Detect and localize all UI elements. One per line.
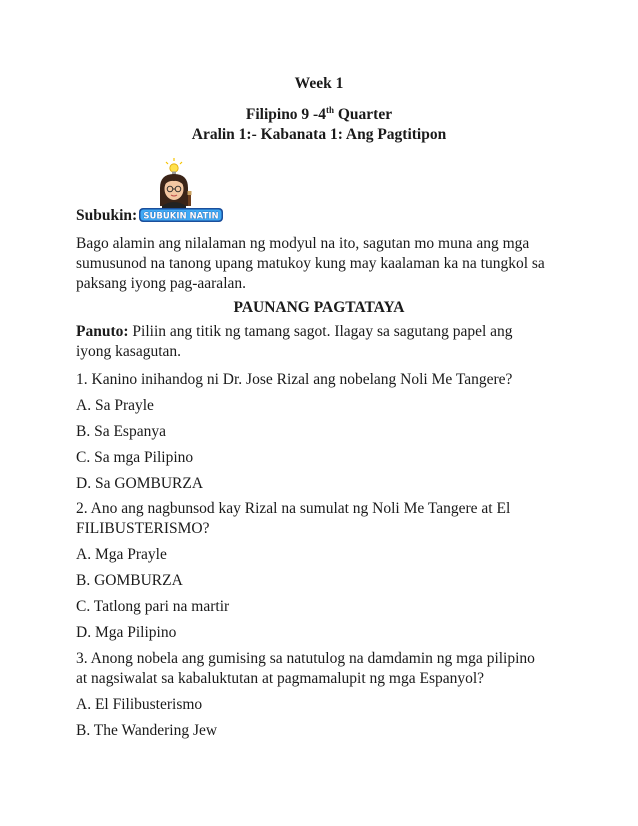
question-3-choice-a: A. El Filibusterismo [76,696,203,713]
subject-heading [0,101,638,124]
subukin-badge-graphic [138,158,224,224]
panuto-paragraph [76,322,546,362]
subukin-label: Subukin: [76,207,138,224]
lesson-heading: Aralin 1:- Kabanata 1: Ang Pagtitipon [191,126,447,143]
subject-suffix: Quarter [334,106,393,123]
section-title: PAUNANG PAGTATAYA [233,299,405,316]
question-1-choice-d: D. Sa GOMBURZA [76,475,204,492]
question-2-choice-a: A. Mga Prayle [76,546,167,563]
intro-paragraph: Bago alamin ang nilalaman ng modyul na ito, sagutan mo muna ang mga sumusunod na tanong upang matukoy kung may kaalaman ka na tungkol sa paksang iyong pag-aaralan. [76,235,545,292]
question-2: 2. Ano ang nagbunsod kay Rizal na sumulat ng Noli Me Tangere at El FILIBUSTERISMO? [76,500,511,537]
subject-prefix: Filipino 9 -4 [245,106,326,123]
badge-text: SUBUKIN NATIN [143,211,219,222]
question-2-choice-b: B. GOMBURZA [76,572,183,589]
panuto-text: Piliin ang titik ng tamang sagot. Ilagay sa sagutang papel ang iyong kasagutan. [76,323,513,360]
question-1-choice-b: B. Sa Espanya [76,423,166,440]
subject-superscript: th [325,105,334,115]
question-1-choice-a: A. Sa Prayle [76,397,154,414]
question-2-choice-d: D. Mga Pilipino [76,624,177,641]
question-3: 3. Anong nobela ang gumising sa natutulog na damdamin ng mga pilipino at nagsiwalat sa kabaluktutan at pagmamalupit ng mga Espanyol? [76,650,535,687]
question-3-choice-b: B. The Wandering Jew [76,722,218,739]
subukin-banner [139,208,223,222]
lightbulb-icon [166,158,182,175]
week-heading: Week 1 [294,75,344,92]
question-2-choice-c: C. Tatlong pari na martir [76,598,230,615]
question-1-choice-c: C. Sa mga Pilipino [76,449,194,466]
question-1: 1. Kanino inihandog ni Dr. Jose Rizal ang nobelang Noli Me Tangere? [76,371,513,388]
subukin-badge [138,158,224,224]
panuto-label: Panuto: [76,323,129,340]
